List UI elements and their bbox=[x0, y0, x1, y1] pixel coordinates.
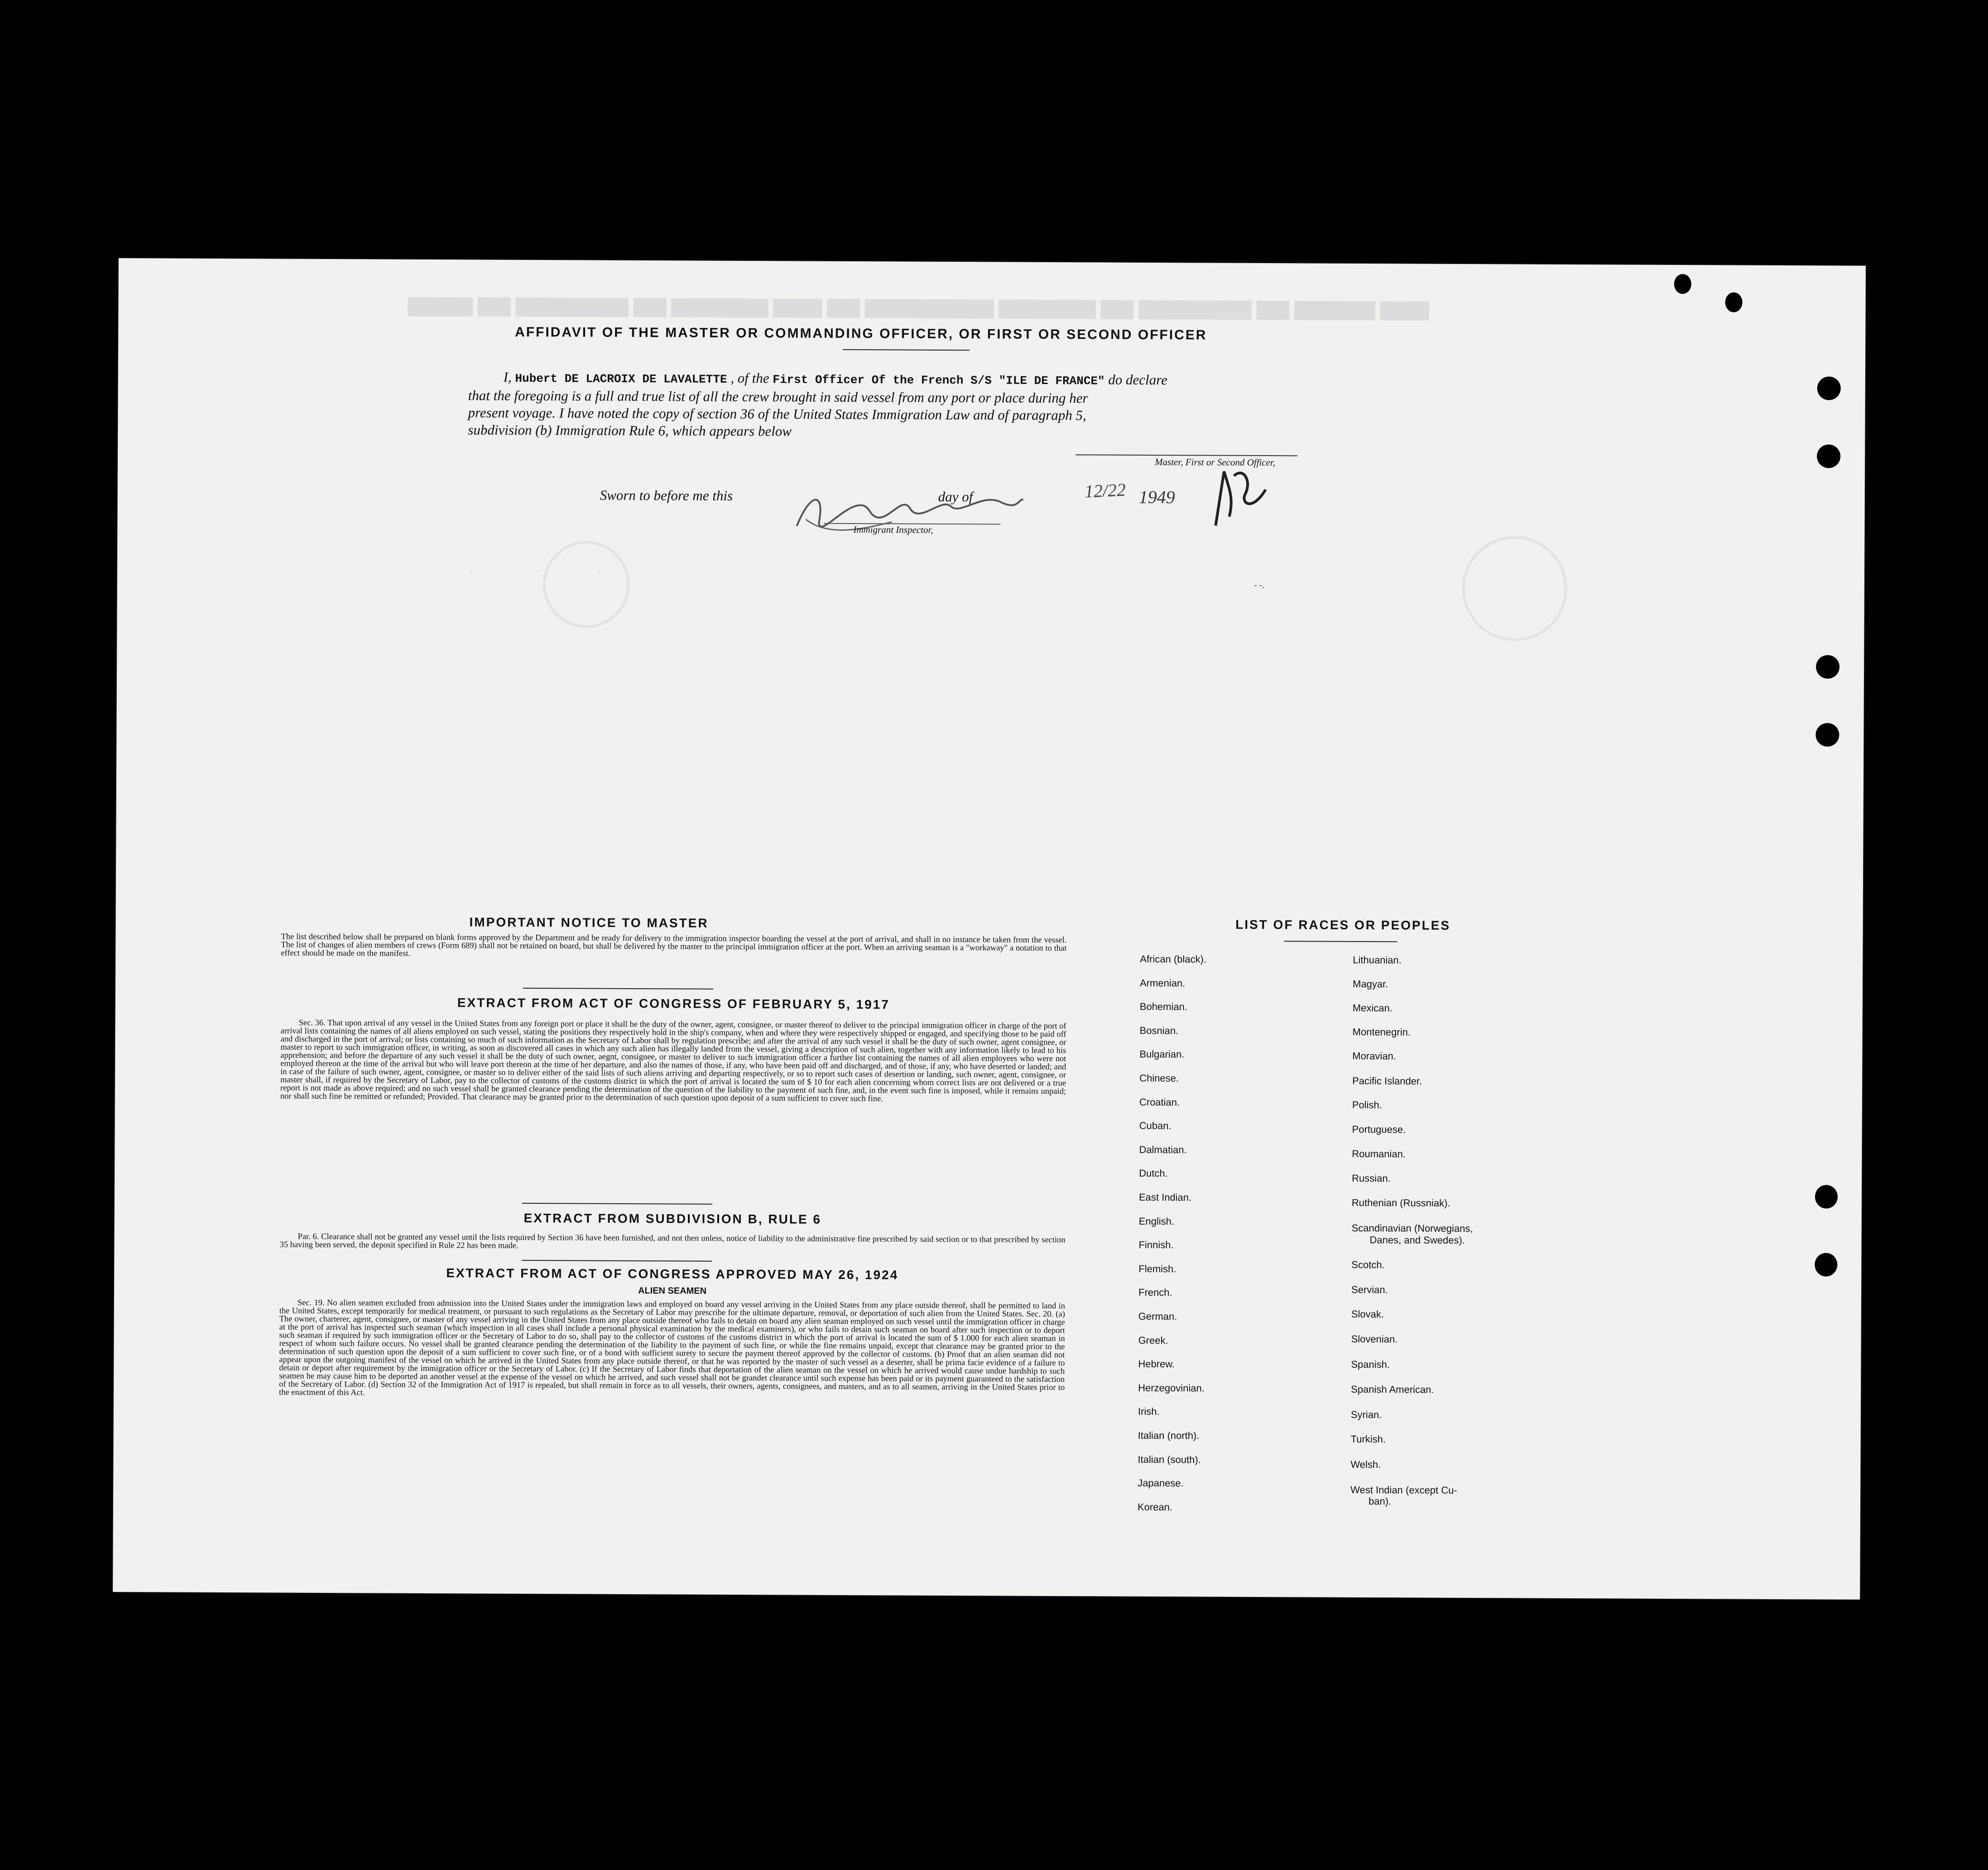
race-item: Dutch. bbox=[1139, 1168, 1168, 1179]
race-item: Moravian. bbox=[1352, 1050, 1396, 1062]
races-right-column bbox=[119, 258, 1866, 266]
race-item: Servian. bbox=[1351, 1284, 1388, 1296]
notice-text: The list described below shall be prepared on blank forms approved by the Department and be ready for delivery to the immigration inspector boarding the vessel at the port of arrival, and shall in no instance be taken from the vessel. The list of changes of alien members of crews (Form 689) shall not be retained on board, but shall be delivered by the master to the principal immigration officer at the port. When an arriving seaman is a "workaway" a notation to that effect should be made on the manifest. bbox=[281, 932, 1067, 958]
race-item: Roumanian. bbox=[1352, 1148, 1406, 1160]
race-item: Hebrew. bbox=[1138, 1358, 1175, 1370]
race-item: French. bbox=[1138, 1287, 1172, 1298]
master-signature bbox=[1202, 462, 1275, 530]
sworn-year: 1949 bbox=[1138, 486, 1175, 508]
race-item: Spanish. bbox=[1351, 1358, 1390, 1370]
bleed-through-text: ▆▆▆ ▆▆▆▆▆ ▆▆ ▆▆▆▆▆▆▆ ▆▆ ▆▆▆▆▆▆ ▆▆▆▆▆▆▆▆ ▆▆ ▆▆▆ ▆▆▆▆▆▆ ▆▆ ▆▆▆▆▆▆▆ ▆▆ ▆▆▆▆ bbox=[408, 291, 1429, 320]
race-item: Scotch. bbox=[1351, 1259, 1385, 1271]
race-item: Pacific Islander. bbox=[1352, 1075, 1422, 1087]
race-item: Scandinavian (Norwegians, bbox=[1351, 1222, 1473, 1235]
bleed-through-stamp bbox=[543, 541, 630, 628]
race-item: Italian (south). bbox=[1138, 1453, 1201, 1466]
inspector-caption: Immigrant Inspector, bbox=[853, 524, 933, 535]
affidavit-heading: AFFIDAVIT OF THE MASTER OR COMMANDING OFFICER, OR FIRST OR SECOND OFFICER bbox=[515, 324, 1207, 343]
race-item: West Indian (except Cu- bbox=[1350, 1484, 1457, 1496]
race-item: Korean. bbox=[1137, 1501, 1173, 1513]
race-item: Ruthenian (Russniak). bbox=[1351, 1197, 1450, 1209]
do-declare-text: do declare bbox=[1108, 371, 1167, 388]
bleed-through-stamp bbox=[1462, 536, 1567, 641]
race-item: Welsh. bbox=[1350, 1458, 1381, 1471]
race-item: Bulgarian. bbox=[1139, 1048, 1185, 1060]
race-item: Portuguese. bbox=[1352, 1123, 1406, 1135]
race-item: English. bbox=[1138, 1215, 1175, 1227]
race-item: Greek. bbox=[1138, 1334, 1168, 1346]
race-item: Armenian. bbox=[1139, 977, 1186, 989]
document-sheet: ▆▆▆ ▆▆▆▆▆ ▆▆ ▆▆▆▆▆▆▆ ▆▆ ▆▆▆▆▆▆ ▆▆▆▆▆▆▆▆ ▆▆ ▆▆▆ ▆▆▆▆▆▆ ▆▆ ▆▆▆▆▆▆▆ ▆▆ ▆▆▆▆ ' ' ' AFFIDAVIT OF THE MASTER OR COMMANDING OFFICER, OR FIRST OR SECOND OFFICER I, Hubert DE LACROIX DE LAVALETTE , of the First Officer Of the French S/S "ILE DE FRANCE" do declare that the foregoing is a full and true list of all the crew brought in said vessel from any port or place during her present voyage. I have noted the copy of section 36 of the United States Immigration Law and of paragraph 5, subdivision (b) Immigration Rule 6, which appears below Master, First or Second Officer, Sworn to before me this day of 12/22 1949 Immigrant Inspector, - -. IMPORTANT NOTICE TO MASTER The list described below shall be prepared on blank forms approved by the Department and be ready for delivery to the immigration inspector boarding the vessel at the port of arrival, and shall in no instance be taken from the vessel. The list of changes of alien members of crews (Form 689) shall not be retained on board, but shall be delivered by the master to the principal immigration officer at the port. When an arriving seaman is a "workaway" a notation to that effect should be made on the manifest. EXTRACT FROM ACT OF CONGRESS OF FEBRUARY 5, 1917 Sec. 36. That upon arrival of any vessel in the United States from any foreign port or place it shall be the duty of the owner, agent, consignee, or master thereof to deliver to the principal immigration officer in charge of the port of arrival lists containing the names of all aliens employed on such vessel, stating the positions they respectively hold in the ship's company, when and where they were respectively shipped or engaged, and specifying those to be paid off and discharged in the port of arrival; or lists containing so much of such information as the Secretary of Labor shall by regulation prescribe; and after the arrival of any such vessel it shall be the duty of such owner, agent consignee, or master to report to such immigration officer, in writing, as soon as discovered all cases in which any such alien has illegally landed from the vessel, giving a description of such alien, together with any information likely to lead to his apprehension; and before the departure of any such vessel it shall be the duty of such owner, aegnt, consignee, or master to deliver to such immigration officer a further list containing the names of all alien employees who were not employed thereon at the time of the arrival but who will leave port thereon at the time of her departure, and also the names of those, if any, who have been paid off and discharged, and of those, if any, who have deserted or landed; and in case of the failure of such owner, agent, consignee, or master so to deliver either of the said lists of such aliens arriving and departing respectively, or so to report such cases of desertion or landing, such owner, agent, consignee, or master shall, if required by the Secretary of Labor, pay to the collector of customs of the customs district in which the port of arrival is located the sum of $ 10 for each alien concerning whom correct lists are not delivered or a true report is not made as above required; and no such vessel shall be granted clearance pending the determination of the question of the liability to the payment of such fine, and, in the event such fine is imposed, while it remains unpaid; nor shall such fine be remitted or refunded; Provided. That clearance may be granted prior to the determination of such question upon deposit of a sum sufficient to cover such fine. EXTRACT FROM SUBDIVISION B, RULE 6 Par. 6. Clearance shall not be granted any vessel until the lists required by Section 36 have been furnished, and not then unless, notice of liability to the administrative fine prescribed by said section or to that prescribed by section 35 having been served, the deposit specified in Rule 22 has been made. EXTRACT FROM ACT OF CONGRESS APPROVED MAY 26, 1924 ALIEN SEAMEN Sec. 19. No alien seamen excluded from admission into the United States under the immigration laws and employed on board any vessel arriving in the United States from any place outside thereof, shall be permitted to land in the United States, except temporarily for medical treatment, or pursuant to such regulations as the Secretary of Labor may prescribe for the ultimate departure, removal, or deportation of such alien from the United States. Sec. 20. (a) The owner, charterer, agent, consignee, or master of any vessel arriving in the United States from any place outside thereof who fails to detain on board any alien seaman employed on such vessel until the immigration officer in charge at the port of arrival has inspected such seaman (which inspection in all cases shall include a personal physical examination by the medical examiners), or who fails to detain such seaman on board after such inspection or to deport such seaman if required by such immigration officer or the Secretary of Labor to do so, shall pay to the collector of customs of the customs district in which the port of arrival is located the sum of $ 1.000 for each alien seaman in respect of whom such failure occurs. No vessel shall be granted clearance pending the determination of the liability to the payment of such fine, or while the fine remains unpaid, except that clearance may be granted prior to the determination of such question upon the deposit of a sum sufficient to cover such fine, or of a bond with sufficient surety to secure the payment thereof approved by the collector of customs. (b) Proof that an alien seaman did not appear upon the outgoing manifest of the vessel on which he arrived in the United States from any place outside thereof, or that he was reported by the master of such vessel as a deserter, shall be prima facie evidence of a failure to detain or deport after requirement by the immigration officer or the Secretary of Labor. (c) If the Secretary of Labor finds that deportation of the alien seaman on the vessel on which he arrived would cause undue hardship to such seamen he may cause him to be deported an another vessel at the expense of the vessel on which he arrived, and such vessel shall not be grandet clearance until such expense has been paid or its payment guaranteed to the satisfaction of the Secretary of Labor. (d) Section 32 of the Immigration Act of 1917 is repealed, but shall remain in force as to all vessels, their owners, agents, consignees, and masters, and as to all seamen, arriving in the United States prior to the enactment of this Act. LIST OF RACES OR PEOPLES African (black). Armenian. Bohemian. Bosnian. Bulgarian. Chinese. Croatian. Cuban. Dalmatian. Dutch. East Indian. English. Finnish. Flemish. French. German. Greek. Hebrew. Herzegovinian. Irish. Italian (north). Italian (south). Japanese. Korean. Lithuanian. Magyar. Mexican. Montenegrin. Moravian. Pacific Islander. Polish. Portuguese. Roumanian. Russian. Ruthenian (Russniak). Scandinavian (Norwegians, Danes, and Swedes). Scotch. Servian. Slovak. Slovenian. Spanish. Spanish American. Syrian. Turkish. Welsh. West Indian (except Cu- ban). bbox=[113, 258, 1866, 1600]
extract-1924-text: Sec. 19. No alien seamen excluded from admission into the United States under the immigration laws and employed on board any vessel arriving in the United States from any place outside thereof, shall be permitted to land in the United States, except temporarily for medical treatment, or pursuant to such regulations as the Secretary of Labor may prescribe for the ultimate departure, removal, or deportation of such alien from the United States. Sec. 20. (a) The owner, charterer, agent, consignee, or master of any vessel arriving in the United States from any place outside thereof who fails to detain on board any alien seaman employed on such vessel until the immigration officer in charge at the port of arrival has inspected such seaman (which inspection in all cases shall include a personal physical examination by the medical examiners), or who fails to detain such seaman on board after such inspection or to deport such seaman if required by such immigration officer or the Secretary of Labor to do so, shall pay to the collector of customs of the customs district in which the port of arrival is located the sum of $ 1.000 for each alien seaman in respect of whom such failure occurs. No vessel shall be granted clearance pending the determination of the liability to the payment of such fine, or while the fine remains unpaid, except that clearance may be granted prior to the determination of such question upon the deposit of a sum sufficient to cover such fine, or of a bond with sufficient surety to secure the payment thereof approved by the collector of customs. (b) Proof that an alien seaman did not appear upon the outgoing manifest of the vessel on which he arrived in the United States from any place outside thereof, or that he was reported by the master of such vessel as a deserter, shall be prima facie evidence of a failure to detain or deport after requirement by the immigration officer or the Secretary of Labor. (c) If the Secretary of Labor finds that deportation of the alien seaman on the vessel on which he arrived would cause undue hardship to such seamen he may cause him to be deported an another vessel at the expense of the vessel on which he arrived, and such vessel shall not be grandet clearance until such expense has been paid or its payment guaranteed to the satisfaction of the Secretary of Labor. (d) Section 32 of the Immigration Act of 1917 is repealed, but shall remain in force as to all vessels, their owners, agents, consignees, and masters, and as to all seamen, arriving in the United States prior to the enactment of this Act. bbox=[279, 1298, 1065, 1398]
race-item: Polish. bbox=[1352, 1099, 1382, 1111]
race-item: Syrian. bbox=[1350, 1409, 1382, 1421]
affidavit-text bbox=[468, 368, 1446, 442]
race-item: Danes, and Swedes). bbox=[1369, 1234, 1465, 1246]
race-item: Spanish American. bbox=[1351, 1383, 1434, 1395]
affidavit-line-1: that the foregoing is a full and true list of all the crew brought in said vessel from any port or place during her bbox=[468, 387, 1088, 406]
extract-1917-text: Sec. 36. That upon arrival of any vessel in the United States from any foreign port or place it shall be the duty of the owner, agent, consignee, or master thereof to deliver to the principal immigration officer in charge of the port of arrival lists containing the names of all aliens employed on such vessel, stating the positions they respectively hold in the ship's company, when and where they were respectively shipped or engaged, and specifying those to be paid off and discharged in the port of arrival; or lists containing so much of such information as the Secretary of Labor shall by regulation prescribe; and after the arrival of any such vessel it shall be the duty of such owner, agent consignee, or master to report to such immigration officer, in writing, as soon as discovered all cases in which any such alien has illegally landed from the vessel, giving a description of such alien, together with any information likely to lead to his apprehension; and before the departure of any such vessel it shall be the duty of such owner, aegnt, consignee, or master to deliver to such immigration officer a further list containing the names of all alien employees who were not employed thereon at the time of the arrival but who will leave port thereon at the time of her departure, and also the names of those, if any, who have been paid off and discharged, and of those, if any, who have deserted or landed; and in case of the failure of such owner, agent, consignee, or master so to deliver either of the said lists of such aliens arriving and departing respectively, or so to report such cases of desertion or landing, such owner, agent, consignee, or master shall, if required by the Secretary of Labor, pay to the collector of customs of the customs district in which the port of arrival is located the sum of $ 10 for each alien concerning whom correct lists are not delivered or a true report is not made as above required; and no such vessel shall be granted clearance pending the determination of the question of the liability to the payment of such fine, and, in the event such fine is imposed, while it remains unpaid; nor shall such fine be remitted or refunded; Provided. That clearance may be granted prior to the determination of such question upon deposit of a sum sufficient to cover such fine. bbox=[280, 1018, 1066, 1104]
day-of-text: day of bbox=[938, 488, 973, 505]
race-item: Bohemian. bbox=[1139, 1001, 1188, 1013]
races-heading: LIST OF RACES OR PEOPLES bbox=[1235, 917, 1451, 933]
race-item: Flemish. bbox=[1138, 1263, 1176, 1275]
race-item: Herzegovinian. bbox=[1138, 1382, 1205, 1394]
race-item: Russian. bbox=[1352, 1172, 1391, 1184]
race-item: Croatian. bbox=[1139, 1096, 1180, 1108]
race-item: Irish. bbox=[1138, 1406, 1160, 1418]
master-signature-line bbox=[1076, 454, 1297, 456]
race-item: German. bbox=[1138, 1310, 1177, 1322]
race-item: Lithuanian. bbox=[1353, 954, 1402, 966]
race-item: African (black). bbox=[1140, 953, 1207, 965]
races-left-column bbox=[119, 258, 1866, 266]
race-item: Italian (north). bbox=[1138, 1429, 1200, 1442]
race-item: ban). bbox=[1368, 1495, 1392, 1507]
officer-title: First Officer Of the French S/S "ILE DE FRANCE" bbox=[773, 373, 1105, 388]
extract-rule6-text: Par. 6. Clearance shall not be granted any vessel until the lists required by Section 36 have been furnished, and not then unless, notice of liability to the administrative fine prescribed by said section or to that prescribed by section 35 having been served, the deposit specified in Rule 22 has been made. bbox=[279, 1232, 1066, 1250]
race-item: Montenegrin. bbox=[1352, 1026, 1411, 1038]
race-item: Bosnian. bbox=[1139, 1024, 1179, 1037]
race-item: Dalmatian. bbox=[1139, 1144, 1187, 1156]
extract-rule6-heading: EXTRACT FROM SUBDIVISION B, RULE 6 bbox=[523, 1211, 822, 1226]
race-item: Cuban. bbox=[1139, 1120, 1172, 1132]
race-item: Chinese. bbox=[1139, 1072, 1179, 1084]
affidavit-line-3: subdivision (b) Immigration Rule 6, which appears below bbox=[468, 422, 792, 439]
master-caption: Master, First or Second Officer, bbox=[1155, 456, 1276, 468]
race-item: Finnish. bbox=[1138, 1239, 1174, 1251]
race-item: Slovak. bbox=[1351, 1308, 1384, 1320]
race-item: Magyar. bbox=[1352, 978, 1388, 990]
sworn-text: Sworn to before me this bbox=[600, 487, 733, 504]
affidavit-line-2: present voyage. I have noted the copy of section 36 of the United States Immigration Law and of paragraph 5, bbox=[468, 404, 1086, 423]
race-item: Slovenian. bbox=[1351, 1333, 1398, 1345]
extract-1917-heading: EXTRACT FROM ACT OF CONGRESS OF FEBRUARY 5, 1917 bbox=[457, 995, 890, 1012]
affidavit-lead: I, bbox=[503, 369, 512, 385]
sworn-date-handwritten: 12/22 bbox=[1084, 479, 1126, 502]
officer-name: Hubert DE LACROIX DE LAVALETTE bbox=[515, 371, 727, 386]
race-item: East Indian. bbox=[1138, 1191, 1192, 1203]
extract-1924-heading: EXTRACT FROM ACT OF CONGRESS APPROVED MAY 26, 1924 bbox=[446, 1266, 899, 1282]
race-item: Japanese. bbox=[1138, 1477, 1184, 1489]
race-item: Turkish. bbox=[1350, 1433, 1386, 1445]
extract-1924-subheading: ALIEN SEAMEN bbox=[638, 1286, 707, 1296]
race-item: Mexican. bbox=[1352, 1002, 1393, 1014]
of-the-text: , of the bbox=[730, 370, 769, 386]
notice-heading: IMPORTANT NOTICE TO MASTER bbox=[469, 915, 709, 930]
